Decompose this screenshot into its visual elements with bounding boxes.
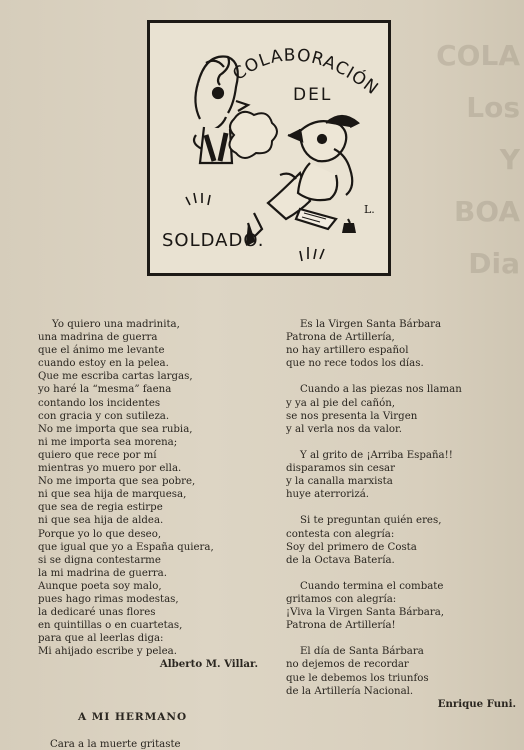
inkwell-icon xyxy=(342,219,356,233)
poem-line: para que al leerlas diga: xyxy=(38,633,164,645)
bleed-line: Los xyxy=(466,91,520,124)
poem-line: ni que sea hija de marquesa, xyxy=(38,489,187,501)
poem-line: que igual que yo a España quiera, xyxy=(38,541,214,553)
poem-line: la dedicaré unas flores xyxy=(38,607,156,619)
title-arc-text: COLABORACIÓN xyxy=(229,45,383,100)
poem-line: Porque yo lo que deseo, xyxy=(38,528,162,540)
poem-line: si se digna contestarme xyxy=(38,554,161,566)
poem-signature: Alberto M. Villar. xyxy=(159,658,258,671)
poem-line: Cuando a las piezas nos llaman xyxy=(300,384,462,396)
poem-line: Yo quiero una madrinita, xyxy=(52,319,180,330)
stanza-gap xyxy=(286,632,516,645)
poem-line: huye aterrorizá. xyxy=(286,489,370,501)
poem-line: El día de Santa Bárbara xyxy=(300,646,424,658)
poem-line: ni que sea hija de aldea. xyxy=(38,515,164,527)
poem-line: y al verla nos da valor. xyxy=(286,423,402,435)
poem-line: y la canalla marxista xyxy=(286,476,393,488)
poem-line: pues hago rimas modestas, xyxy=(38,593,179,605)
poem-line: Aunque poeta soy malo, xyxy=(38,580,162,592)
poem-line: Patrona de Artillería! xyxy=(286,620,396,632)
poem-line: cuando estoy en la pelea. xyxy=(38,358,169,370)
bleed-line: COLA xyxy=(436,39,520,72)
poem-line: que le debemos los triunfos xyxy=(286,672,429,684)
stanza-gap xyxy=(286,501,516,514)
poem-line: que no rece todos los días. xyxy=(286,358,424,370)
title-del: DEL xyxy=(293,85,333,105)
poem-line: gritamos con alegría: xyxy=(286,593,397,605)
poem-line: Es la Virgen Santa Bárbara xyxy=(300,319,442,330)
next-poem-title: A MI HERMANO xyxy=(78,711,188,723)
poem-line: Mi ahijado escribe y pelea. xyxy=(38,646,177,658)
poem-line: Y al grito de ¡Arriba España!! xyxy=(300,449,453,461)
poem-line: no dejemos de recordar xyxy=(286,659,409,671)
poem-line: disparamos sin cesar xyxy=(286,463,395,475)
thought-cloud xyxy=(229,112,277,158)
stanza-gap xyxy=(286,567,516,580)
poem-line: No me importa que sea rubia, xyxy=(38,423,193,435)
bleed-line: Dia xyxy=(468,247,520,280)
poem-line: una madrina de guerra xyxy=(38,332,158,344)
bleed-line: BOA xyxy=(453,195,520,228)
stanza-gap xyxy=(286,436,516,449)
facing-page-bleed xyxy=(434,30,524,360)
poem-line: se nos presenta la Virgen xyxy=(286,410,418,422)
stanza-gap xyxy=(286,370,516,383)
poem-line: Cuando termina el combate xyxy=(300,580,444,592)
poem-line: Que me escriba cartas largas, xyxy=(38,371,193,383)
poem-line: mientras yo muero por ella. xyxy=(38,463,182,475)
poem-line: que sea de regia estirpe xyxy=(38,502,163,514)
poem-line: No me importa que sea pobre, xyxy=(38,476,196,488)
poem-right-column xyxy=(286,318,516,711)
poem-line: Si te preguntan quién eres, xyxy=(300,515,442,527)
poem-line: que el ánimo me levante xyxy=(38,345,165,357)
poem-line: Patrona de Artillería, xyxy=(286,332,395,344)
poem-line: yo haré la “mesma” faena xyxy=(38,384,172,396)
poem-line: Soy del primero de Costa xyxy=(286,541,417,553)
poem-line: y ya al pie del cañón, xyxy=(286,397,395,409)
poem-line: la mi madrina de guerra. xyxy=(38,567,167,579)
poem-line: de la Artillería Nacional. xyxy=(286,685,414,697)
bleed-line: Y xyxy=(499,143,520,176)
poem-line: quiero que rece por mí xyxy=(38,449,157,461)
poem-line: de la Octava Batería. xyxy=(286,554,395,566)
poem-line: no hay artillero español xyxy=(286,345,409,357)
next-poem-first-line: Cara a la muerte gritaste xyxy=(50,739,181,750)
title-soldado: SOLDADO. xyxy=(162,230,265,251)
poem-line: contando los incidentes xyxy=(38,397,161,409)
artist-mark: L. xyxy=(364,203,375,216)
poem-line: en quintillas o en cuartetas, xyxy=(38,620,183,632)
poem-left-column xyxy=(38,318,268,672)
poem-line: ni me importa sea morena; xyxy=(38,436,178,448)
header-illustration xyxy=(147,20,391,276)
poem-line: ¡Viva la Virgen Santa Bárbara, xyxy=(286,607,445,619)
poem-line: con gracia y con sutileza. xyxy=(38,410,170,422)
poem-line: contesta con alegría: xyxy=(286,528,395,540)
poem-signature: Enrique Funi. xyxy=(437,697,516,710)
